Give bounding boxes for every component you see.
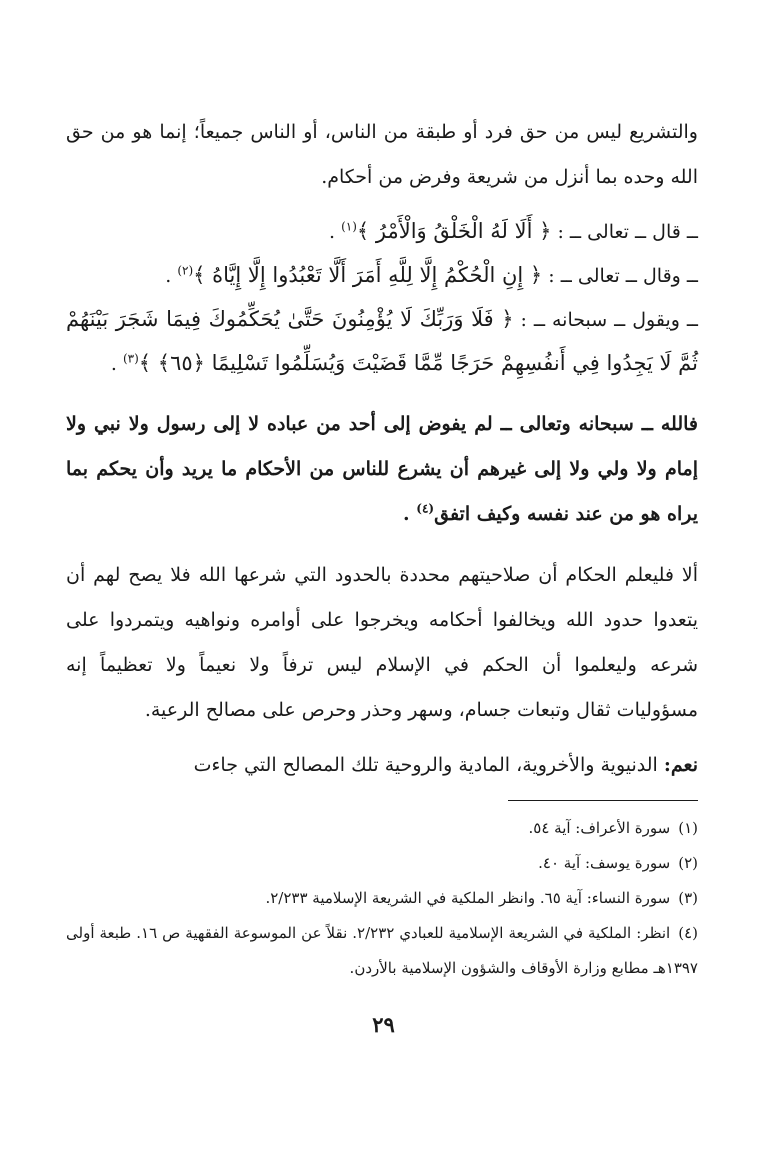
page-body [66,110,698,986]
verse-line-1: ــ قال ــ تعالى ــ : ﴿ أَلَا لَهُ الْخَلْقُ وَالْأَمْرُ ﴾$^{(١)}$ . [328,219,698,243]
paragraph-delegation-text: فالله ــ سبحانه وتعالى ــ لم يفوض إلى أحد من عباده لا إلى رسول ولا نبي ولا إمام ولا ولي ولا إلى غيرهم أن يشرع للناس من الأحكام ما يريد وأن يحكم بما يراه هو من عند نفسه وكيف اتفق [66,413,698,525]
footnote-1-number: (١) [678,819,698,837]
paragraph-interests-text: الدنيوية والأخروية، المادية والروحية تلك المصالح التي جاءت [193,754,658,776]
verse-3-intro: ــ ويقول ــ سبحانه ــ : [520,309,698,331]
footnote-3-number: (٣) [678,889,698,907]
footnote-3-text: سورة النساء: آية ٦٥. وانظر الملكية في الشريعة الإسلامية ٢/٢٣٣. [265,889,671,907]
verse-1-intro: ــ قال ــ تعالى ــ : [557,221,698,243]
verse-line-2: ــ وقال ــ تعالى ــ : ﴿ إِنِ الْحُكْمُ إِلَّا لِلَّهِ أَمَرَ أَلَّا تَعْبُدُوا إِلَّا إِيَّاهُ ﴾$^{(٢)}$ . [165,263,698,287]
footnote-4-text: انظر: الملكية في الشريعة الإسلامية للعبادي ٢/٢٣٢. نقلاً عن الموسوعة الفقهية ص ١٦. طبعة أولى ١٣٩٧هـ مطابع وزارة الأوقاف والشؤون الإسلامية بالأردن. [66,924,698,977]
footnote-2-number: (٢) [678,854,698,872]
footnote-divider [508,800,698,801]
paragraph-delegation: فالله ــ سبحانه وتعالى ــ لم يفوض إلى أحد من عباده لا إلى رسول ولا نبي ولا إمام ولا ولي ولا إلى غيرهم أن يشرع للناس من الأحكام ما يريد وأن يحكم بما يراه هو من عند نفسه وكيف اتفق$^{(٤)}$ . [66,413,698,525]
verse-3-ref: (٣) [122,351,139,366]
paragraph-interests [66,743,698,788]
footnote-3 [66,881,698,916]
paragraph-delegation-ref: (٤) [416,501,435,516]
page-number: ٢٩ [372,1012,395,1037]
footnote-2 [66,846,698,881]
verse-1-text: ﴿ أَلَا لَهُ الْخَلْقُ وَالْأَمْرُ ﴾ [356,219,552,243]
footnote-2-text: سورة يوسف: آية ٤٠. [538,854,671,872]
verse-3-text: ﴿ فَلَا وَرَبِّكَ لَا يُؤْمِنُونَ حَتَّىٰ يُحَكِّمُوكَ فِيمَا شَجَرَ بَيْنَهُمْ ثُمَّ لَا يَجِدُوا فِي أَنفُسِهِمْ حَرَجًا مِّمَّا قَضَيْتَ وَيُسَلِّمُوا تَسْلِيمًا ﴿٦٥﴾ ﴾ [66,307,698,375]
footnote-4 [66,916,698,986]
verse-2-text: ﴿ إِنِ الْحُكْمُ إِلَّا لِلَّهِ أَمَرَ أَلَّا تَعْبُدُوا إِلَّا إِيَّاهُ ﴾ [193,263,543,287]
verse-line-3: ــ ويقول ــ سبحانه ــ : ﴿ فَلَا وَرَبِّكَ لَا يُؤْمِنُونَ حَتَّىٰ يُحَكِّمُوكَ فِيمَا شَجَرَ بَيْنَهُمْ ثُمَّ لَا يَجِدُوا فِي أَنفُسِهِمْ حَرَجًا مِّمَّا قَضَيْتَ وَيُسَلِّمُوا تَسْلِيمًا ﴿٦٥﴾ ﴾$^{(٣)}$ . [66,307,698,375]
paragraph-legislation: والتشريع ليس من حق فرد أو طبقة من الناس، أو الناس جميعاً؛ إنما هو من حق الله وحده بما أنزل من شريعة وفرض من أحكام. [66,121,698,188]
paragraph-rulers: ألا فليعلم الحكام أن صلاحيتهم محددة بالحدود التي شرعها الله فلا يصح لهم أن يتعدوا حدود الله ويخالفوا أحكامه ويخرجوا على أوامره ونواهيه ويتمردوا على شرعه وليعلموا أن الحكم في الإسلام ليس ترفاً ولا نعيماً ولا تعظيماً إنه مسؤوليات ثقال وتبعات جسام، وسهر وحذر وحرص على مصالح الرعية. [66,564,698,721]
verse-2-intro: ــ وقال ــ تعالى ــ : [548,265,698,287]
footnote-4-number: (٤) [678,924,698,942]
verse-2-ref: (٢) [177,263,194,278]
footnote-1-text: سورة الأعراف: آية ٥٤. [528,819,671,837]
verse-1-ref: (١) [341,219,357,234]
paragraph-interests-lead: نعم: [663,754,698,776]
footnotes [66,811,698,986]
footnote-1 [66,811,698,846]
